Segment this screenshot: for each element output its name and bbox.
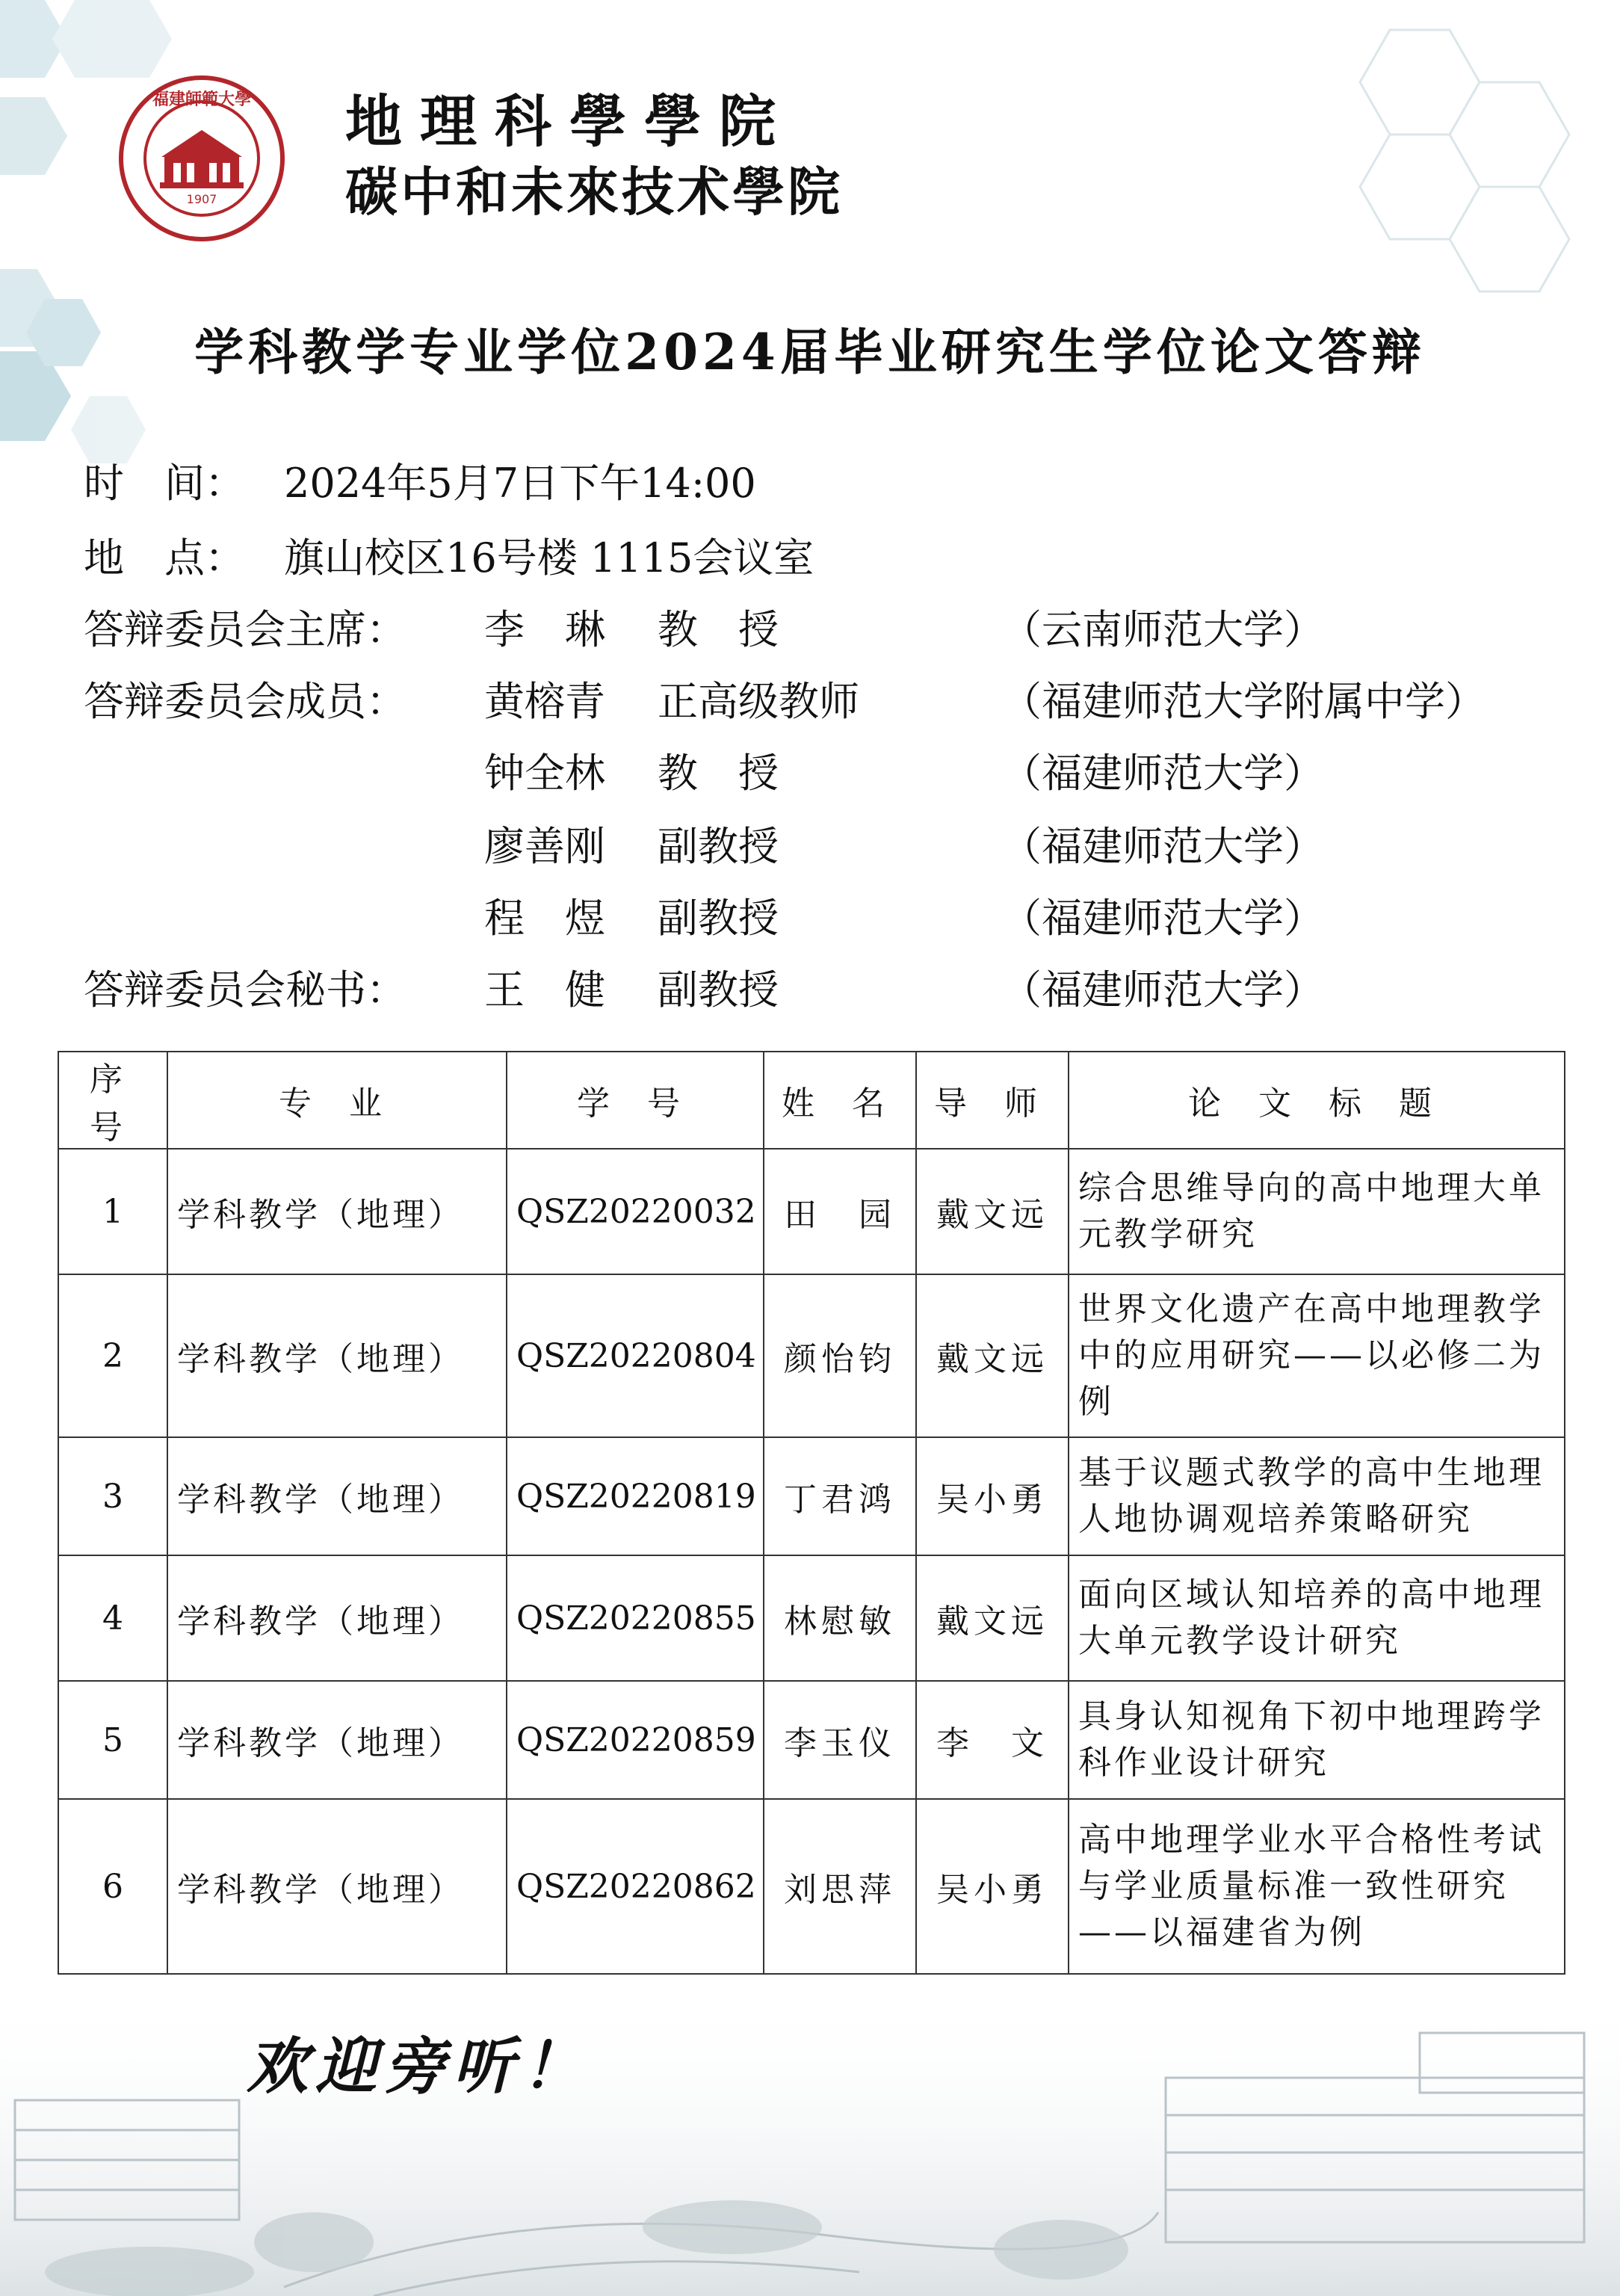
time-label: 时 间： — [84, 460, 245, 507]
secretary-label: 答辩委员会秘书： — [84, 966, 406, 1013]
member-org: （福建师范大学附属中学） — [1001, 678, 1485, 725]
member-line — [0, 892, 1620, 946]
row-advisor: 戴文远 — [916, 1555, 1069, 1681]
row-student-id: QSZ20220855 — [507, 1555, 764, 1681]
row-student-name: 颜怡钧 — [764, 1274, 916, 1437]
defense-schedule-table — [58, 1051, 1565, 1975]
column-header-number: 序号 — [58, 1052, 167, 1149]
table-header-row — [58, 1052, 1565, 1149]
member-org: （福建师范大学） — [1001, 750, 1324, 797]
row-advisor: 李 文 — [916, 1681, 1069, 1799]
member-title: 副教授 — [658, 895, 779, 942]
row-major: 学科教学（地理） — [167, 1555, 507, 1681]
row-advisor: 吴小勇 — [916, 1437, 1069, 1555]
svg-text:福建師範大學: 福建師範大學 — [152, 90, 252, 109]
column-header-advisor: 导 师 — [916, 1052, 1069, 1149]
row-advisor: 戴文远 — [916, 1274, 1069, 1437]
row-student-name: 李玉仪 — [764, 1681, 916, 1799]
row-thesis-title: 高中地理学业水平合格性考试与学业质量标准一致性研究——以福建省为例 — [1069, 1799, 1565, 1974]
table-row — [58, 1274, 1565, 1437]
row-major: 学科教学（地理） — [167, 1274, 507, 1437]
member-title: 正高级教师 — [658, 678, 859, 725]
row-student-name: 丁君鸿 — [764, 1437, 916, 1555]
school-name: 地理科學學院 — [345, 88, 794, 155]
row-student-id: QSZ20220859 — [507, 1681, 764, 1799]
chair-name: 李 琳 — [484, 606, 605, 653]
member-name: 钟全林 — [484, 750, 605, 797]
member-org: （福建师范大学） — [1001, 823, 1324, 870]
row-student-id: QSZ20220804 — [507, 1274, 764, 1437]
row-number: 3 — [58, 1437, 167, 1555]
row-number: 4 — [58, 1555, 167, 1681]
row-student-id: QSZ20220032 — [507, 1149, 764, 1274]
member-name: 程 煜 — [484, 895, 605, 942]
page-title: 学科教学专业学位2024届毕业研究生学位论文答辩 — [194, 323, 1426, 381]
secretary-line — [0, 964, 1620, 1018]
row-number: 2 — [58, 1274, 167, 1437]
chair-line — [0, 604, 1620, 658]
table-row — [58, 1555, 1565, 1681]
row-thesis-title: 具身认知视角下初中地理跨学科作业设计研究 — [1069, 1681, 1565, 1799]
column-header-major: 专 业 — [167, 1052, 507, 1149]
campus-sketch-illustration — [0, 1988, 1620, 2296]
place-value: 旗山校区16号楼 1115会议室 — [284, 534, 814, 581]
time-value: 2024年5月7日下午14:00 — [284, 460, 756, 507]
row-student-id: QSZ20220819 — [507, 1437, 764, 1555]
secretary-org: （福建师范大学） — [1001, 966, 1324, 1013]
row-student-name: 林慰敏 — [764, 1555, 916, 1681]
member-line — [0, 676, 1620, 729]
column-header-name: 姓 名 — [764, 1052, 916, 1149]
member-line — [0, 821, 1620, 874]
table-row — [58, 1681, 1565, 1799]
member-title: 副教授 — [658, 823, 779, 870]
place-label: 地 点： — [84, 534, 245, 581]
members-label: 答辩委员会成员： — [84, 678, 406, 725]
row-major: 学科教学（地理） — [167, 1437, 507, 1555]
row-thesis-title: 基于议题式教学的高中生地理人地协调观培养策略研究 — [1069, 1437, 1565, 1555]
row-thesis-title: 综合思维导向的高中地理大单元教学研究 — [1069, 1149, 1565, 1274]
university-seal-logo — [118, 75, 285, 242]
svg-text:1907: 1907 — [186, 192, 217, 206]
row-student-id: QSZ20220862 — [507, 1799, 764, 1974]
chair-label: 答辩委员会主席： — [84, 606, 406, 653]
place-line — [0, 532, 1620, 586]
row-major: 学科教学（地理） — [167, 1149, 507, 1274]
table-row — [58, 1149, 1565, 1274]
column-header-thesis-title: 论 文 标 题 — [1069, 1052, 1565, 1149]
chair-title: 教 授 — [658, 606, 779, 653]
secretary-name: 王 健 — [484, 966, 605, 1013]
welcome-message: 欢迎旁听！ — [247, 2031, 590, 2102]
member-title: 教 授 — [658, 750, 779, 797]
row-major: 学科教学（地理） — [167, 1799, 507, 1974]
row-number: 5 — [58, 1681, 167, 1799]
chair-org: （云南师范大学） — [1001, 606, 1324, 653]
member-name: 廖善刚 — [484, 823, 605, 870]
secretary-title: 副教授 — [658, 966, 779, 1013]
table-row — [58, 1437, 1565, 1555]
row-advisor: 吴小勇 — [916, 1799, 1069, 1974]
row-advisor: 戴文远 — [916, 1149, 1069, 1274]
member-org: （福建师范大学） — [1001, 895, 1324, 942]
time-line — [0, 457, 1620, 511]
row-thesis-title: 面向区域认知培养的高中地理大单元教学设计研究 — [1069, 1555, 1565, 1681]
row-number: 6 — [58, 1799, 167, 1974]
institute-name: 碳中和未來技术學院 — [345, 161, 843, 223]
table-row — [58, 1799, 1565, 1974]
row-student-name: 刘思萍 — [764, 1799, 916, 1974]
row-number: 1 — [58, 1149, 167, 1274]
row-major: 学科教学（地理） — [167, 1681, 507, 1799]
row-student-name: 田 园 — [764, 1149, 916, 1274]
member-line — [0, 747, 1620, 801]
member-name: 黄榕青 — [484, 678, 605, 725]
row-thesis-title: 世界文化遗产在高中地理教学中的应用研究——以必修二为例 — [1069, 1274, 1565, 1437]
column-header-student-id: 学 号 — [507, 1052, 764, 1149]
